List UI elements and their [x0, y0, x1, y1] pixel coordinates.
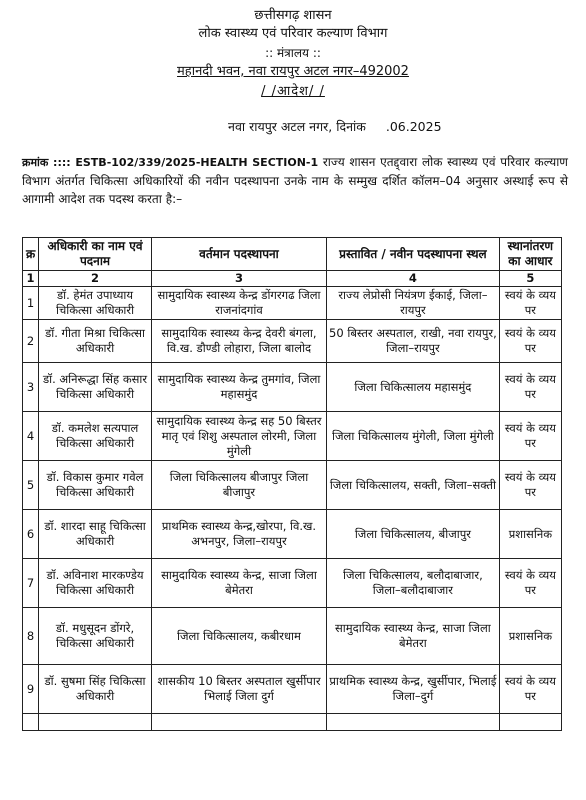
address-line: महानदी भवन, नवा रायपुर अटल नगर–492002 [177, 64, 409, 79]
header-sn: क्र [23, 238, 39, 271]
col-number: 4 [327, 271, 500, 287]
transfer-basis: स्वयं के व्यय पर [499, 412, 561, 461]
intro-text: राज्य शासन एतद्द्वारा लोक स्वास्थ्य एवं परिवार कल्याण विभाग अंतर्गत चिकित्सा अधिकारियों की नवीन पदस्थापना उनके नाम के सम्मुख दर्शित कॉलम–04 अनुसार अस्थाई रूप से आगामी आदेश तक पदस्थ करता है:– [22, 155, 568, 206]
officer-name: डॉ. शारदा साहू चिकित्सा अधिकारी [39, 510, 152, 559]
transfer-basis: स्वयं के व्यय पर [499, 461, 561, 510]
officer-name: डॉ. विकास कुमार गवेल चिकित्सा अधिकारी [39, 461, 152, 510]
table-header-row [23, 238, 562, 271]
new-posting: जिला चिकित्सालय, बीजापुर [327, 510, 500, 559]
table-row [23, 363, 562, 412]
transfer-basis: स्वयं के व्यय पर [499, 665, 561, 714]
new-posting: प्राथमिक स्वास्थ्य केन्द्र, खुर्सीपार, भिलाई जिला–दुर्ग [327, 665, 500, 714]
col-number: 3 [151, 271, 326, 287]
row-sn: 3 [23, 363, 39, 412]
row-sn: 5 [23, 461, 39, 510]
new-posting: राज्य लेप्रोसी नियंत्रण ईकाई, जिला–रायपुर [327, 287, 500, 320]
empty-cell [23, 714, 39, 731]
transfer-basis: प्रशासनिक [499, 608, 561, 665]
table-row [23, 559, 562, 608]
table-row [23, 412, 562, 461]
current-posting: सामुदायिक स्वास्थ्य केन्द्र डोंगरगढ जिला राजनांदगांव [151, 287, 326, 320]
current-posting: शासकीय 10 बिस्तर अस्पताल खुर्सीपार भिलाई जिला दुर्ग [151, 665, 326, 714]
transfer-basis: स्वयं के व्यय पर [499, 363, 561, 412]
new-posting: जिला चिकित्सालय, सक्ती, जिला–सक्ती [327, 461, 500, 510]
row-sn: 6 [23, 510, 39, 559]
row-sn: 1 [23, 287, 39, 320]
header-new: प्रस्तावित / नवीन पदस्थापना स्थल [327, 238, 500, 271]
row-sn: 4 [23, 412, 39, 461]
col-number: 1 [23, 271, 39, 287]
current-posting: प्राथमिक स्वास्थ्य केन्द्र,खोरपा, वि.ख. अभनपुर, जिला–रायपुर [151, 510, 326, 559]
column-number-row [23, 271, 562, 287]
date-place: नवा रायपुर अटल नगर, दिनांक [228, 119, 366, 134]
current-posting: सामुदायिक स्वास्थ्य केन्द्र देवरी बंगला, वि.ख. डौण्डी लोहारा, जिला बालोद [151, 320, 326, 363]
new-posting: जिला चिकित्सालय, बलौदाबाजार, जिला–बलौदाबाजार [327, 559, 500, 608]
date-value: .06.2025 [385, 119, 442, 134]
col-number: 5 [499, 271, 561, 287]
current-posting: सामुदायिक स्वास्थ्य केन्द्र तुमगांव, जिला महासमुंद [151, 363, 326, 412]
govt-name: छत्तीसगढ़ शासन [254, 8, 332, 23]
empty-cell [499, 714, 561, 731]
officer-name: डॉ. कमलेश सत्यपाल चिकित्सा अधिकारी [39, 412, 152, 461]
officer-name: डॉ. मधुसूदन डोंगरे, चिकित्सा अधिकारी [39, 608, 152, 665]
empty-cell [39, 714, 152, 731]
officer-name: डॉ. गीता मिश्रा चिकित्सा अधिकारी [39, 320, 152, 363]
current-posting: जिला चिकित्सालय बीजापुर जिला बीजापुर [151, 461, 326, 510]
intro-paragraph [22, 153, 568, 208]
officer-name: डॉ. अनिरूद्धा सिंह कसार चिकित्सा अधिकारी [39, 363, 152, 412]
transfer-basis: स्वयं के व्यय पर [499, 287, 561, 320]
posting-table [22, 237, 562, 731]
new-posting: सामुदायिक स्वास्थ्य केन्द्र, साजा जिला बेमेतरा [327, 608, 500, 665]
table-row [23, 510, 562, 559]
date-line [228, 118, 442, 135]
officer-name: डॉ. हेमंत उपाध्याय चिकित्सा अधिकारी [39, 287, 152, 320]
row-sn: 9 [23, 665, 39, 714]
header-current: वर्तमान पदस्थापना [151, 238, 326, 271]
current-posting: सामुदायिक स्वास्थ्य केन्द्र, साजा जिला बेमेतरा [151, 559, 326, 608]
table-row-partial [23, 714, 562, 731]
transfer-basis: प्रशासनिक [499, 510, 561, 559]
row-sn: 2 [23, 320, 39, 363]
header-basis: स्थानांतरण का आधार [499, 238, 561, 271]
row-sn: 7 [23, 559, 39, 608]
current-posting: सामुदायिक स्वास्थ्य केन्द्र सह 50 बिस्तर मातृ एवं शिशु अस्पताल लोरमी, जिला मुंगेली [151, 412, 326, 461]
table-row [23, 320, 562, 363]
header-name: अधिकारी का नाम एवं पदनाम [39, 238, 152, 271]
table-row [23, 287, 562, 320]
new-posting: जिला चिकित्सालय महासमुंद [327, 363, 500, 412]
table-row [23, 461, 562, 510]
current-posting: जिला चिकित्सालय, कबीरधाम [151, 608, 326, 665]
officer-name: डॉ. सुषमा सिंह चिकित्सा अधिकारी [39, 665, 152, 714]
new-posting: 50 बिस्तर अस्पताल, राखी, नवा रायपुर, जिला–रायपुर [327, 320, 500, 363]
order-title: / /आदेश/ / [261, 84, 325, 99]
new-posting: जिला चिकित्सालय मुंगेली, जिला मुंगेली [327, 412, 500, 461]
ref-number: :::: ESTB-102/339/2025-HEALTH SECTION-1 [53, 156, 319, 169]
table-row [23, 608, 562, 665]
transfer-basis: स्वयं के व्यय पर [499, 320, 561, 363]
ministry-label: :: मंत्रालय :: [265, 46, 321, 60]
table-row [23, 665, 562, 714]
row-sn: 8 [23, 608, 39, 665]
empty-cell [151, 714, 326, 731]
col-number: 2 [39, 271, 152, 287]
officer-name: डॉ. अविनाश मारकण्डेय चिकित्सा अधिकारी [39, 559, 152, 608]
transfer-basis: स्वयं के व्यय पर [499, 559, 561, 608]
ref-label: क्रमांक [22, 156, 49, 169]
department-name: लोक स्वास्थ्य एवं परिवार कल्याण विभाग [198, 26, 388, 41]
empty-cell [327, 714, 500, 731]
